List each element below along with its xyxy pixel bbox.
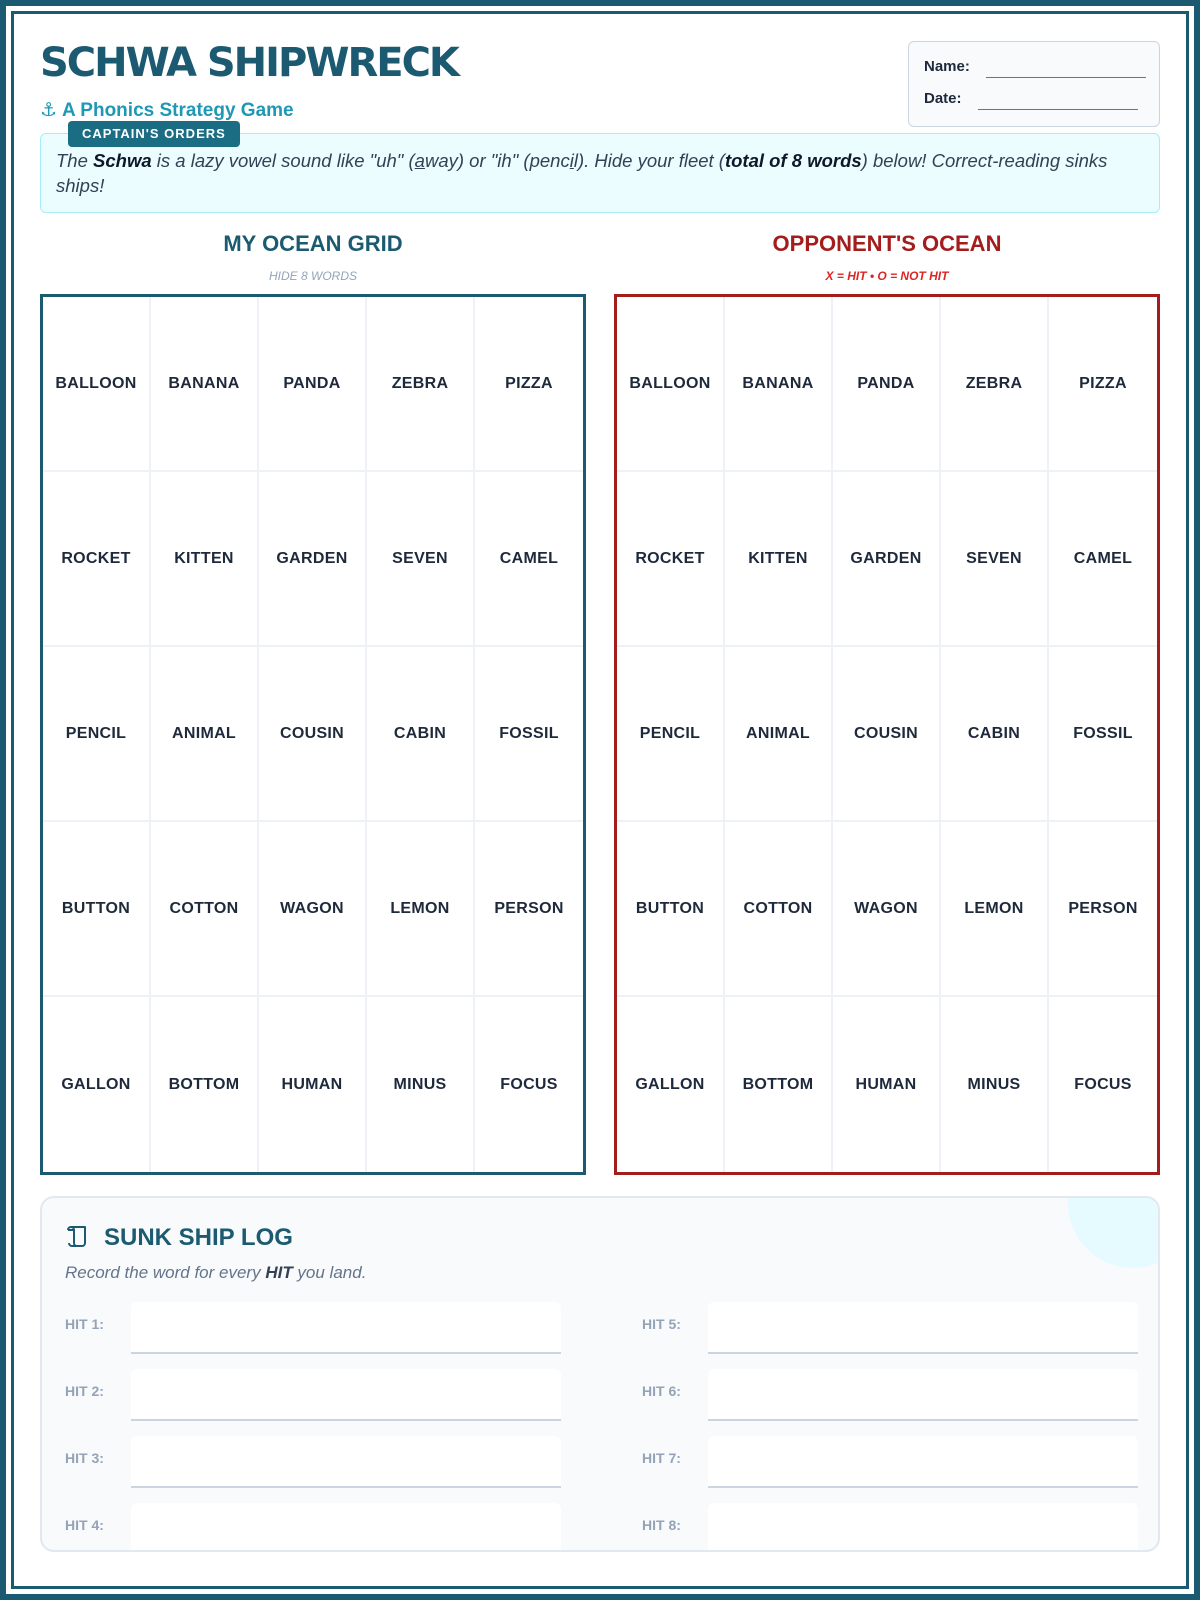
hit-label: HIT 3: — [65, 1450, 104, 1466]
opponent-grid-cell[interactable]: ANIMAL — [725, 647, 833, 822]
anchor-icon: ⚓ — [40, 100, 58, 121]
opponent-grid-cell[interactable]: PENCIL — [617, 647, 725, 822]
opponent-grid-cell[interactable]: HUMAN — [833, 997, 941, 1172]
hit-label: HIT 1: — [65, 1316, 104, 1332]
my-grid-cell[interactable]: GALLON — [43, 997, 151, 1172]
hit-row — [642, 1503, 1142, 1552]
opponent-grid-cell[interactable]: COTTON — [725, 822, 833, 997]
my-grid-cell[interactable]: SEVEN — [367, 472, 475, 647]
hit-3-field[interactable] — [131, 1436, 561, 1488]
opponent-grid-title: OPPONENT'S OCEAN — [772, 231, 1002, 256]
my-grid-cell[interactable]: FOCUS — [500, 1075, 558, 1093]
my-grid-cell[interactable]: GARDEN — [259, 472, 367, 647]
log-instructions: Record the word for every HIT you land. — [65, 1263, 367, 1282]
my-grid-cell[interactable]: LEMON — [367, 822, 475, 997]
opponent-grid-cell[interactable]: ROCKET — [617, 472, 725, 647]
my-grid-cell[interactable]: PERSON — [475, 822, 583, 997]
opponent-grid-cell[interactable]: CABIN — [941, 647, 1049, 822]
opponent-grid-cell[interactable]: BOTTOM — [725, 997, 833, 1172]
opponent-grid-cell[interactable]: PIZZA — [1049, 297, 1157, 472]
my-grid-cell[interactable]: ZEBRA — [367, 297, 475, 472]
opponent-ocean-grid — [614, 294, 1160, 1175]
my-grid-cell[interactable]: CABIN — [367, 647, 475, 822]
sunk-ship-log — [40, 1196, 1160, 1552]
hit-row — [65, 1436, 565, 1488]
my-grid-cell[interactable]: CAMEL — [475, 472, 583, 647]
my-grid-cell[interactable]: PANDA — [259, 297, 367, 472]
opponent-grid-cell[interactable]: GARDEN — [833, 472, 941, 647]
name-date-box — [908, 41, 1160, 127]
opponent-grid-cell[interactable]: SEVEN — [941, 472, 1049, 647]
hit-label: HIT 2: — [65, 1383, 104, 1399]
my-ocean-grid — [40, 294, 586, 1175]
my-grid-subtitle: HIDE 8 WORDS — [268, 269, 357, 283]
log-decoration — [1068, 1196, 1160, 1268]
hit-7-field[interactable] — [708, 1436, 1138, 1488]
hit-5-field[interactable] — [708, 1302, 1138, 1354]
hit-8-field[interactable] — [708, 1503, 1138, 1552]
name-field[interactable] — [986, 77, 1146, 78]
opponent-grid-cell[interactable]: FOCUS — [1074, 1075, 1132, 1093]
hit-label: HIT 8: — [642, 1517, 681, 1533]
my-grid-cell[interactable]: HUMAN — [259, 997, 367, 1172]
orders-text: The Schwa is a lazy vowel sound like "uh" (away) or "ih" (pencil). Hide your fleet (total of 8 words) below! Correct-reading sinks ships! — [56, 150, 1108, 196]
my-grid-cell[interactable]: BUTTON — [43, 822, 151, 997]
subtitle-text: A Phonics Strategy Game — [62, 100, 294, 121]
date-label: Date: — [924, 90, 962, 107]
date-field[interactable] — [978, 109, 1138, 110]
my-grid-cell[interactable]: PENCIL — [43, 647, 151, 822]
opponent-grid-cell[interactable]: CAMEL — [1049, 472, 1157, 647]
opponent-grid-cell[interactable]: BANANA — [725, 297, 833, 472]
log-title: SUNK SHIP LOG — [104, 1224, 293, 1251]
my-grid-cell[interactable]: ANIMAL — [151, 647, 259, 822]
hit-4-field[interactable] — [131, 1503, 561, 1552]
hit-row — [65, 1503, 565, 1552]
my-grid-cell[interactable]: PIZZA — [475, 297, 583, 472]
opponent-grid-cell[interactable]: PERSON — [1049, 822, 1157, 997]
hit-row — [642, 1436, 1142, 1488]
my-grid-cell[interactable]: BALLOON — [43, 297, 151, 472]
opponent-grid-cell[interactable]: MINUS — [941, 997, 1049, 1172]
hit-label: HIT 7: — [642, 1450, 681, 1466]
opponent-grid-cell[interactable]: PANDA — [833, 297, 941, 472]
hit-1-field[interactable] — [131, 1302, 561, 1354]
opponent-grid-cell[interactable]: GALLON — [617, 997, 725, 1172]
hit-label: HIT 5: — [642, 1316, 681, 1332]
my-grid-title: MY OCEAN GRID — [223, 231, 403, 256]
my-grid-cell[interactable]: COUSIN — [259, 647, 367, 822]
my-grid-cell[interactable]: COTTON — [151, 822, 259, 997]
orders-tag: CAPTAIN'S ORDERS — [68, 121, 240, 147]
hit-2-field[interactable] — [131, 1369, 561, 1421]
hit-row — [642, 1302, 1142, 1354]
hit-6-field[interactable] — [708, 1369, 1138, 1421]
page-subtitle — [40, 99, 294, 122]
opponent-grid-subtitle: X = HIT • O = NOT HIT — [825, 269, 949, 283]
my-grid-cell[interactable]: BANANA — [151, 297, 259, 472]
opponent-grid-cell[interactable]: LEMON — [941, 822, 1049, 997]
opponent-grid-cell[interactable]: KITTEN — [725, 472, 833, 647]
hit-row — [65, 1369, 565, 1421]
opponent-grid-cell[interactable]: ZEBRA — [941, 297, 1049, 472]
my-grid-cell[interactable]: FOSSIL — [475, 647, 583, 822]
opponent-grid-cell[interactable]: BUTTON — [617, 822, 725, 997]
hit-row — [65, 1302, 565, 1354]
name-label: Name: — [924, 58, 970, 75]
opponent-grid-cell[interactable]: BALLOON — [617, 297, 725, 472]
page-title: SCHWA SHIPWRECK — [40, 40, 458, 86]
my-grid-cell[interactable]: MINUS — [367, 997, 475, 1172]
opponent-grid-cell[interactable]: COUSIN — [833, 647, 941, 822]
opponent-grid-cell[interactable]: WAGON — [833, 822, 941, 997]
my-grid-cell[interactable]: ROCKET — [43, 472, 151, 647]
hit-row — [642, 1369, 1142, 1421]
my-grid-cell[interactable]: WAGON — [259, 822, 367, 997]
my-grid-cell[interactable]: KITTEN — [151, 472, 259, 647]
opponent-grid-cell[interactable]: FOSSIL — [1049, 647, 1157, 822]
scroll-icon — [65, 1223, 91, 1249]
hit-label: HIT 6: — [642, 1383, 681, 1399]
hit-label: HIT 4: — [65, 1517, 104, 1533]
my-grid-cell[interactable]: BOTTOM — [151, 997, 259, 1172]
